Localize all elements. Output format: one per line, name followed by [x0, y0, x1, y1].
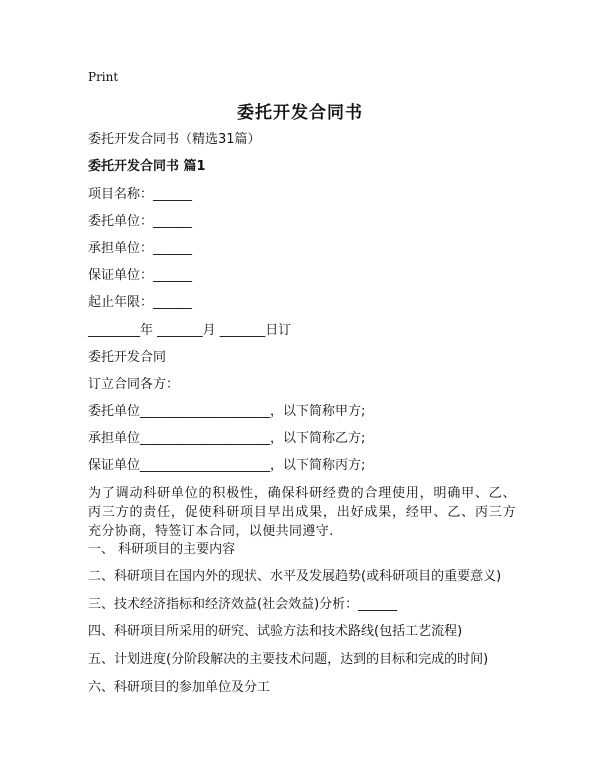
field-period: 起止年限：______: [88, 295, 193, 310]
field-project-name: 项目名称：______: [88, 187, 193, 202]
section-heading: 委托开发合同书 篇1: [88, 159, 206, 174]
contract-label: 委托开发合同: [88, 350, 167, 365]
item-4: 四、科研项目所采用的研究、试验方法和技术路线(包括工艺流程): [88, 624, 463, 639]
item-2: 二、科研项目在国内外的现状、水平及发展趋势(或科研项目的重要意义): [88, 569, 502, 584]
field-contractor-unit: 承担单位：______: [88, 241, 193, 256]
item-1: 一、 科研项目的主要内容: [88, 542, 236, 557]
date-line: ________年 _______月 _______日订: [88, 323, 292, 338]
field-guarantor-unit: 保证单位：______: [88, 268, 193, 283]
party-client: 委托单位____________________，以下简称甲方;: [88, 404, 366, 419]
document-subtitle: 委托开发合同书（精选31篇）: [88, 132, 261, 147]
item-3: 三、技术经济指标和经济效益(社会效益)分析：______: [88, 597, 398, 612]
party-guarantor: 保证单位____________________，以下简称丙方;: [88, 458, 366, 473]
print-link[interactable]: Print: [88, 70, 119, 84]
item-5: 五、计划进度(分阶段解决的主要技术问题，达到的目标和完成的时间): [88, 652, 489, 667]
item-6: 六、科研项目的参加单位及分工: [88, 680, 271, 695]
parties-intro: 订立合同各方：: [88, 377, 180, 392]
party-contractor: 承担单位____________________，以下简称乙方;: [88, 431, 366, 446]
purpose-paragraph: 为了调动科研单位的积极性，确保科研经费的合理使用，明确甲、乙、丙三方的责任，促使科研项目早出成果，出好成果，经甲、乙、丙三方充分协商，特签订本合同，以便共同遵守.: [88, 486, 516, 539]
document-title: 委托开发合同书: [237, 103, 363, 123]
field-client-unit: 委托单位：______: [88, 214, 193, 229]
